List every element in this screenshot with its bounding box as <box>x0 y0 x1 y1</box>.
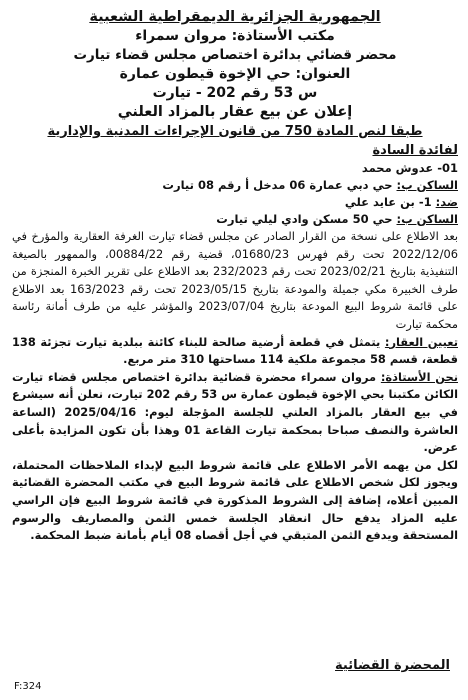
property-description: يتمثل في قطعة أرضية صالحة للبناء كائنة ببلدية تيارت تجزئة 138 قطعة، قسم 58 مجموعة ملكية 114 مساحتها 310 متر مربع. <box>12 334 458 367</box>
notice-header <box>12 8 458 141</box>
signature-label: المحضرة القضائية <box>335 658 450 673</box>
beneficiary-label: لفائدة السادة <box>372 143 458 158</box>
office-address-line2: س 53 رقم 202 - تيارت <box>152 85 318 101</box>
body-paragraph-1: بعد الاطلاع على نسخة من القرار الصادر عن مجلس قضاء تيارت الغرفة العقارية والمؤرخ في 2022/12/06 تحت رقم فهرس 01680/23، قضية رقم 00884/22، والممهور بالصيغة التنفيذية بتاريخ 2023/02/21 تحت رقم 232/2023 بعد الاطلاع على تقرير الخبرة المنجزة من طرف الخبيرة مكي جميلة والمودعة بتاريخ 2023/05/15 تحت رقم 163/2023 بعد الاطلاع على قائمة شروط البيع المودعة بتاريخ 2023/07/04 والمؤشر عليه من طرف أمانة رئاسة محكمة تيارت <box>12 229 459 331</box>
republic-title: الجمهورية الجزائرية الديمقراطية الشعبية <box>89 9 381 25</box>
defendant-label: ضد: <box>435 195 458 209</box>
defendant-residence <box>12 211 458 228</box>
body-paragraph-4: لكل من يهمه الأمر الاطلاع على قائمة شروط البيع لإبداء الملاحظات المحتملة، ويجوز لكل شخص الاطلاع على قائمة شروط البيع في مكتب المحضرة القضائية المبين أعلاه، إضافة إلى الشروط المذكورة في قائمة شروط البيع فإن الراسي عليه المزاد يدفع حال انعقاد الجلسة خمس الثمن والمصاريف والرسوم المستحقة ويدفع الثمن المتبقي في أجل أقصاه 08 أيام بأمانة ضبط المحكمة. <box>12 457 458 543</box>
legal-basis: طبقا لنص المادة 750 من قانون الإجراءات المدنية والإدارية <box>47 124 423 139</box>
office-name: مكتب الأستاذة: مروان سمراء <box>135 28 335 44</box>
property-label: تعيين العقار: <box>384 334 458 349</box>
notice-title: إعلان عن بيع عقار بالمزاد العلني <box>117 104 353 120</box>
office-address: العنوان: حي الإخوة قيطون عمارة <box>119 66 351 82</box>
beneficiary-name: 01- عدوش محمد <box>361 161 458 175</box>
defendant-name: 1- بن عايد علي <box>344 195 436 209</box>
defendant-residence-value: حي 50 مسكن وادي ليلي تيارت <box>216 212 397 226</box>
bailiff-label: نحن الأستاذة: <box>380 369 458 384</box>
auction-announcement: مروان سمراء محضرة قضائية بدائرة اختصاص مجلس قضاء تيارت الكائن مكتبنا بحي الإخوة قيطون عمارة س 53 رقم 202 تيارت، نعلن أنه سيشرع في بيع العقار بالمزاد العلني للجلسة المؤجلة ليوم: 2025/04/16 (الساعة العاشرة والنصف صباحا بمحكمة تيارت القاعة 01 وهذا بأن تكون المزايدة بأعلى عرض. <box>12 369 458 455</box>
body-paragraph-2 <box>12 334 458 369</box>
defendant-line <box>12 194 458 211</box>
notice-footer <box>12 658 458 692</box>
body-paragraph-3 <box>12 369 458 457</box>
beneficiary-residence-label: الساكن ب: <box>396 178 458 192</box>
defendant-residence-label: الساكن ب: <box>396 212 458 226</box>
reference-code: F:324 <box>14 681 42 692</box>
beneficiary-residence-value: حي دبي عمارة 06 مدخل أ رقم 08 تيارت <box>162 178 397 192</box>
beneficiary-residence <box>12 177 458 194</box>
bailiff-jurisdiction: محضر قضائي بدائرة اختصاص مجلس قضاء تيارت <box>73 47 397 63</box>
